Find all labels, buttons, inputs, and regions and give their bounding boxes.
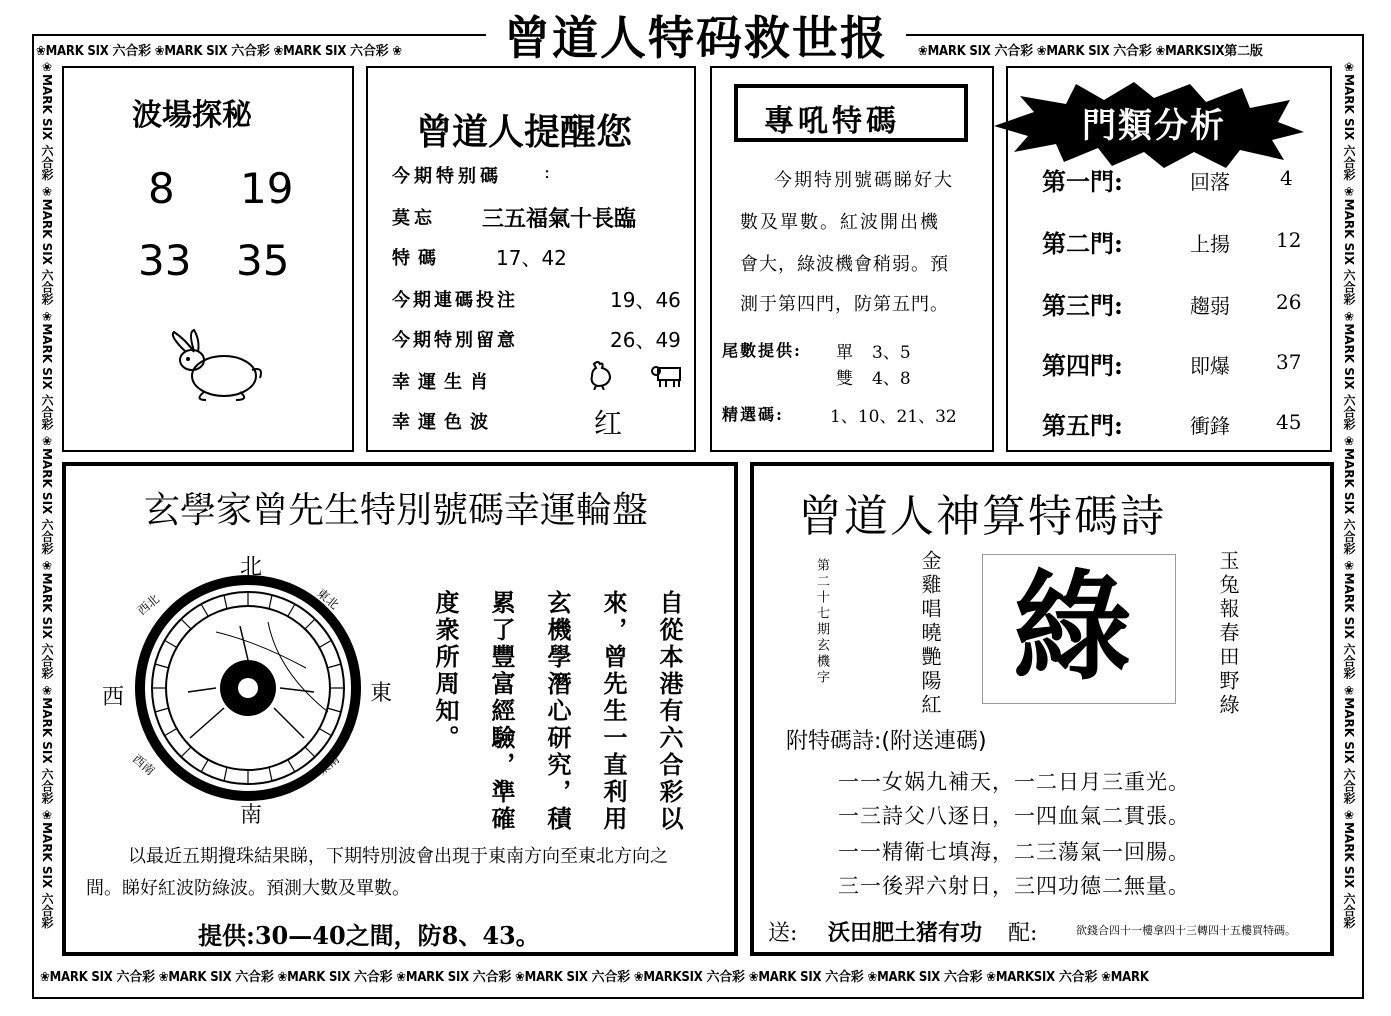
direction-west: 西 [102, 685, 125, 710]
gate-word: 即爆 [1190, 354, 1230, 378]
reminder-value: 26、49 [610, 328, 681, 352]
gate-number: 45 [1276, 410, 1302, 434]
poem-line: 三一後羿六射日，三四功德二無量。 [838, 874, 1190, 898]
wave-number: 33 [138, 236, 192, 285]
gate-word: 趨弱 [1190, 294, 1230, 318]
issue-vertical-text: 第二十七期玄機字 [814, 558, 829, 686]
direction-southeast: 東南 [314, 751, 343, 778]
intro-column: 度衆所周知。 [431, 590, 460, 752]
reminder-value: 红 [594, 407, 623, 440]
reminder-title: 曾道人提醒您 [416, 112, 633, 153]
gate-word: 衝鋒 [1190, 414, 1230, 438]
right-border-strip: ❀MARK SIX 六合彩 ❀MARK SIX 六合彩 ❀MARK SIX 六合彩 ❀MARK SIX 六合彩 ❀MARK SIX 六合彩 ❀MARK SIX 六合彩 ❀MARK SIX 六合彩 [1342, 60, 1356, 929]
reminder-value: 17、42 [496, 246, 567, 270]
tail-single-label: 單 [836, 343, 853, 363]
pick-label: 精選碼: [722, 405, 784, 424]
category-box [1006, 66, 1332, 452]
reminder-value: 三五福氣十長臨 [482, 206, 637, 232]
forecast-line: 數及單數。紅波開出機 [740, 212, 940, 233]
poem-line-vertical: 玉兔報春田野綠 [1216, 550, 1240, 718]
intro-column: 玄機學潛心研究，積 [543, 590, 572, 833]
left-border-strip: ❀MARK SIX 六合彩 ❀MARK SIX 六合彩 ❀MARK SIX 六合彩 ❀MARK SIX 六合彩 ❀MARK SIX 六合彩 ❀MARK SIX 六合彩 ❀MARK SIX 六合彩 [40, 60, 54, 929]
gate-label: 第三門: [1042, 291, 1123, 320]
special-code-box [710, 66, 994, 452]
poem-line: 一一女娲九補天，一二日月三重光。 [838, 770, 1190, 794]
rooster-icon [584, 358, 616, 390]
gate-label: 第一門: [1042, 167, 1123, 196]
reminder-label: 今期連碼投注 [392, 290, 518, 311]
direction-northeast: 東北 [313, 585, 342, 612]
lucky-wheel-title: 玄學家曾先生特別號碼幸運輪盤 [144, 490, 649, 531]
reminder-label: 今期特別留意 [392, 330, 518, 351]
wave-number: 19 [240, 164, 294, 213]
gate-label: 第四門: [1042, 351, 1123, 380]
big-char-frame [982, 554, 1176, 704]
reminder-label: 幸運色波 [392, 412, 496, 433]
pick-value: 1、10、21、32 [830, 407, 957, 427]
direction-southwest: 西南 [129, 751, 158, 778]
tail-single-value: 3、5 [872, 343, 911, 363]
ox-icon [650, 362, 686, 388]
top-border-strip-right: ❀MARK SIX 六合彩 ❀MARK SIX 六合彩 ❀MARKSIX第二版 [918, 44, 1263, 59]
poem-box-title: 曾道人神算特碼詩 [798, 491, 1166, 542]
reminder-box [366, 66, 696, 452]
wave-box [62, 66, 354, 452]
forecast-line: 測于第四門，防第五門。 [740, 294, 949, 315]
gate-number: 12 [1276, 228, 1302, 252]
gate-label: 第五門: [1042, 411, 1123, 440]
page-title: 曾道人特码救世报 [486, 10, 906, 66]
poem-line: 一一精衛七填海，二三蕩氣一回腸。 [838, 840, 1190, 864]
rabbit-illustration [164, 326, 274, 406]
send-label: 送: [768, 921, 798, 946]
small-note: 欲錢合四十一樓拿四十三轉四十五樓買特碼。 [1076, 924, 1296, 937]
reminder-value: : [544, 162, 551, 183]
poem-line: 一三詩父八逐日，一四血氣二貫張。 [838, 804, 1190, 828]
gate-word: 回落 [1190, 170, 1230, 194]
direction-north: 北 [240, 555, 263, 580]
special-code-title-frame [734, 84, 968, 142]
gate-number: 4 [1280, 166, 1293, 190]
intro-column: 累了豐富經驗，準確 [487, 590, 516, 833]
poem-head: 附特碼詩:(附送連碼) [786, 729, 987, 754]
special-code-title: 專吼特碼 [764, 104, 900, 139]
top-border-strip-left: ❀MARK SIX 六合彩 ❀MARK SIX 六合彩 ❀MARK SIX 六合彩 ❀ [36, 44, 402, 59]
category-title: 門類分析 [1082, 106, 1226, 146]
big-char: 綠 [1013, 558, 1132, 696]
poem-box [750, 462, 1334, 956]
direction-east: 東 [370, 681, 393, 706]
direction-northwest: 西北 [134, 591, 163, 618]
wave-box-title: 波場探秘 [132, 98, 252, 133]
intro-column: 自從本港有六合彩以 [655, 590, 684, 833]
wave-number: 8 [148, 164, 175, 213]
poem-line-vertical: 金雞唱曉艷陽紅 [918, 550, 942, 718]
wave-number: 35 [236, 236, 290, 285]
gate-label: 第二門: [1042, 229, 1123, 258]
lucky-wheel-box [62, 462, 738, 956]
tail-double-value: 4、8 [872, 369, 911, 389]
wheel-paragraph: 以最近五期攪珠結果睇，下期特別波會出現于東南方向至東北方向之 [128, 846, 668, 867]
lucky-wheel [128, 572, 368, 804]
send-text: 沃田肥土猪有功 [828, 920, 983, 946]
bottom-border-strip: ❀MARK SIX 六合彩 ❀MARK SIX 六合彩 ❀MARK SIX 六合彩 ❀MARK SIX 六合彩 ❀MARK SIX 六合彩 ❀MARKSIX 六合彩 ❀MARK SIX 六合彩 ❀MARK SIX 六合彩 ❀MARKSIX 六合彩 ❀MARK [40, 970, 1149, 985]
gate-word: 上揚 [1190, 232, 1230, 256]
reminder-label: 幸運生肖 [392, 372, 496, 393]
forecast-line: 會大，綠波機會稍弱。預 [740, 254, 949, 275]
gate-number: 37 [1276, 350, 1302, 374]
reminder-label: 莫忘 [392, 208, 436, 229]
wheel-provide: 提供:30—40之間，防8、43。 [198, 921, 540, 950]
forecast-line: 今期特別號碼睇好大 [774, 170, 954, 191]
direction-south: 南 [240, 803, 263, 828]
tail-double-label: 雙 [836, 369, 853, 389]
intro-column: 來，曾先生一直利用 [599, 590, 628, 833]
gate-number: 26 [1276, 290, 1302, 314]
tail-label: 尾數提供: [722, 341, 802, 360]
send-suffix: 配: [1008, 921, 1038, 946]
wheel-paragraph: 間。睇好紅波防綠波。預測大數及單數。 [86, 878, 410, 899]
reminder-label: 特碼 [392, 248, 444, 269]
reminder-value: 19、46 [610, 288, 681, 312]
reminder-label: 今期特别碼 [392, 166, 502, 187]
